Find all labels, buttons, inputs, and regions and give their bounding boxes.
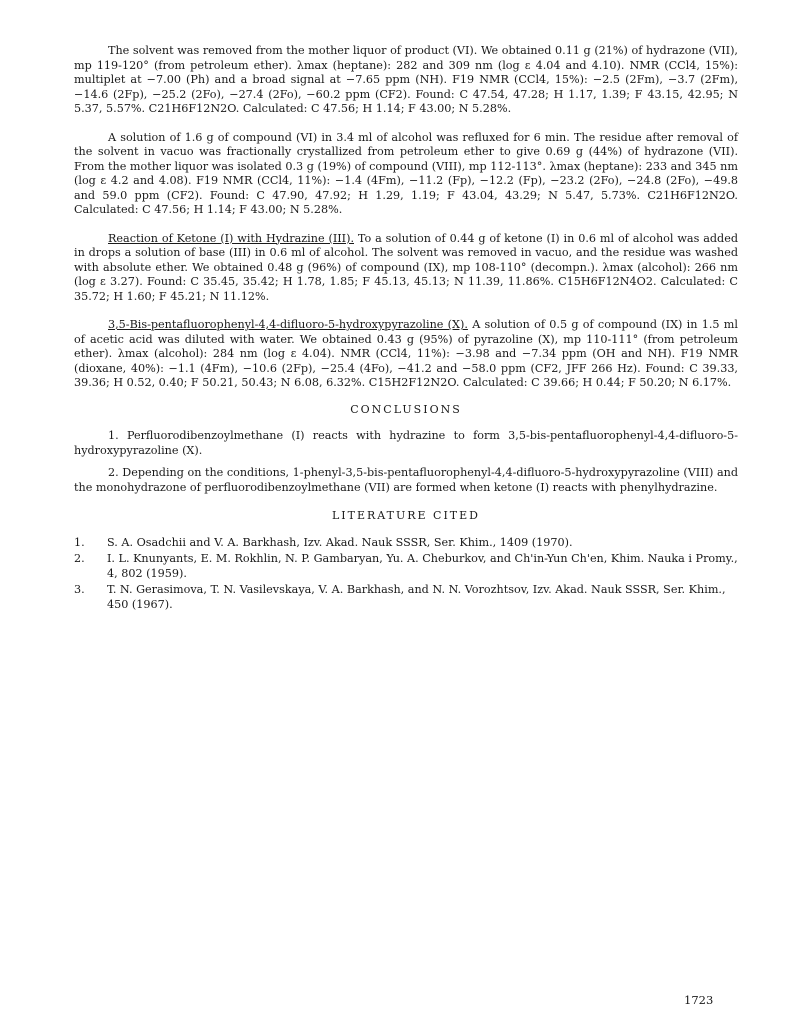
page-number: 1723 (684, 993, 714, 1007)
paragraph-reflux (74, 131, 738, 218)
reference-text: S. A. Osadchii and V. A. Barkhash, Izv. Akad. Nauk SSSR, Ser. Khim., 1409 (1970). (107, 535, 573, 549)
reference-item (74, 552, 738, 581)
reference-number: 3. (74, 583, 85, 596)
paragraph-text: To a solution of 0.44 g of ketone (I) in 0.6 ml of alcohol was added in drops a solution of base (III) in 0.6 ml of alcohol. The solvent was removed in vacuo, and the residue was washed with absolute ether. We obtained 0.48 g (96%) of compound (IX), mp 108-110° (decompn.). λmax (alcohol): 266 nm (log ε 3.27). Found: C 35.45, 35.42; H 1.78, 1.85; F 45.13, 45.13; N 11.39, 11.86%. C15H6F12N4O2. Calculated: C 35.72; H 1.60; F 45.21; N 11.12%. (74, 231, 738, 303)
paragraph-text: The solvent was removed from the mother liquor of product (VI). We obtained 0.11 g (21%) of hydrazone (VII), mp 119-120° (from petroleum ether). λmax (heptane): 282 and 309 nm (log ε 4.04 and 4.10). NMR (CCl4, 15%): multiplet at −7.00 (Ph) and a broad signal at −7.65 ppm (NH). F19 NMR (CCl4, 15%): −2.5 (2Fm), −3.7 (2Fm), −14.6 (2Fp), −25.2 (2Fo), −27.4 (2Fo), −60.2 ppm (CF2). Found: C 47.54, 47.28; H 1.17, 1.39; F 43.15, 42.95; N 5.37, 5.57%. C21H6F12N2O. Calculated: C 47.56; H 1.14; F 43.00; N 5.28%. (74, 44, 738, 115)
paragraph-pyrazoline-x (74, 318, 738, 391)
section-run-in-heading: Reaction of Ketone (I) with Hydrazine (III). (108, 231, 354, 245)
paragraph-text: A solution of 1.6 g of compound (VI) in 3.4 ml of alcohol was refluxed for 6 min. The residue after removal of the solvent in vacuo was fractionally crystallized from petroleum ether to give 0.69 g (44%) of hydrazone (VII). From the mother liquor was isolated 0.3 g (19%) of compound (VIII), mp 112-113°. λmax (heptane): 233 and 345 nm (log ε 4.2 and 4.08). F19 NMR (CCl4, 11%): −1.4 (4Fm), −11.2 (Fp), −12.2 (Fp), −23.2 (2Fo), −24.8 (2Fo), −49.8 and 59.0 ppm (CF2). Found: C 47.90, 47.92; H 1.29, 1.19; F 43.04, 43.29; N 5.47, 5.73%. C21H6F12N2O. Calculated: C 47.56; H 1.14; F 43.00; N 5.28%. (74, 130, 738, 216)
reference-number: 2. (74, 552, 85, 565)
conclusion-item: 1. Perfluorodibenzoylmethane (I) reacts with hydrazine to form 3,5-bis-pentafluorophenyl-4,4-difluoro-5-hydroxypyrazoline (X). (74, 429, 738, 457)
reference-number: 1. (74, 535, 85, 549)
reference-text: I. L. Knunyants, E. M. Rokhlin, N. P. Gambaryan, Yu. A. Cheburkov, and Ch'in-Yun Ch'en, Khim. Nauka i Promy., 4, 802 (1959). (107, 552, 738, 580)
conclusion-item: 2. Depending on the conditions, 1-phenyl-3,5-bis-pentafluorophenyl-4,4-difluoro-5-hydroxypyrazoline (VIII) and the monohydrazone of perfluorodibenzoylmethane (VII) are formed when ketone (I) reacts with phenylhydrazine. (74, 466, 738, 494)
paragraph-reaction-ketone (74, 232, 738, 305)
conclusions-heading: CONCLUSIONS (350, 402, 462, 416)
reference-item (74, 583, 738, 612)
section-run-in-heading: 3,5-Bis-pentafluorophenyl-4,4-difluoro-5-hydroxypyrazoline (X). (108, 318, 468, 331)
paragraph-hydrazone-vii (74, 44, 738, 117)
literature-heading: LITERATURE CITED (331, 509, 480, 522)
body-text (74, 44, 738, 614)
reference-item (74, 536, 738, 551)
reference-text: T. N. Gerasimova, T. N. Vasilevskaya, V. A. Barkhash, and N. N. Vorozhtsov, Izv. Akad. Nauk SSSR, Ser. Khim., 450 (1967). (107, 583, 726, 611)
paragraph-text: A solution of 0.5 g of compound (IX) in 1.5 ml of acetic acid was diluted with water. We obtained 0.43 g (95%) of pyrazoline (X), mp 110-111° (from petroleum ether). λmax (alcohol): 284 nm (log ε 4.04). NMR (CCl4, 11%): −3.98 and −7.34 ppm (OH and NH). F19 NMR (dioxane, 40%): −1.1 (4Fm), −10.6 (2Fp), −25.4 (4Fo), −41.2 and −58.0 ppm (CF2, JFF 266 Hz). Found: C 39.33, 39.36; H 0.52, 0.40; F 50.21, 50.43; N 6.08, 6.32%. C15H2F12N2O. Calculated: C 39.66; H 0.44; F 50.20; N 6.17%. (74, 318, 738, 389)
